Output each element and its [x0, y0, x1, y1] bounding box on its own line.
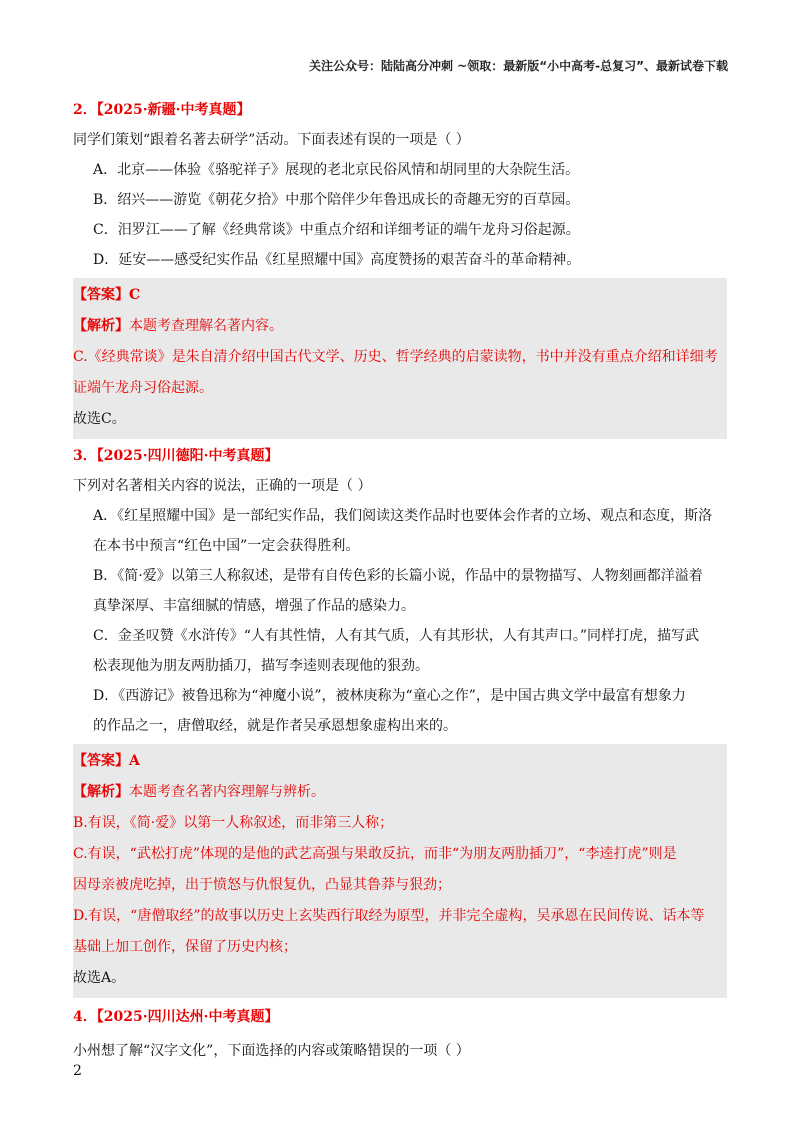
option-line: A．《红星照耀中国》是一部纪实作品，我们阅读这类作品时也要体会作者的立场、观点和态度，斯洛	[93, 508, 713, 524]
option-line: D．《西游记》被鲁迅称为“神魔小说”，被林庚称为“童心之作”，是中国古典文学中最富有想象力	[93, 688, 686, 704]
question-source: 【2025·四川德阳·中考真题】	[96, 448, 279, 464]
analysis-line: C.有误，“武松打虎”体现的是他的武艺高强与果敢反抗，而非“为朋友两肋插刀”，“李逵打虎”则是	[73, 846, 677, 862]
analysis-text: 本题考查名著内容理解与辨析。	[129, 784, 325, 800]
question-source: 【2025·新疆·中考真题】	[96, 102, 251, 118]
question-3-answer-box	[73, 744, 727, 998]
analysis-row	[73, 311, 727, 342]
option-line: 的作品之一，唐僧取经，就是作者吴承恩想象虚构出来的。	[93, 718, 457, 734]
option-line: 真挚深厚、丰富细腻的情感，增强了作品的感染力。	[93, 598, 415, 614]
analysis-line: C.《经典常谈》是朱自清介绍中国古代文学、历史、哲学经典的启蒙读物，书中并没有重点介绍和详细考	[73, 349, 718, 365]
answer-label: 【答案】	[73, 287, 129, 303]
answer-label: 【答案】	[73, 753, 129, 769]
question-2-option-c: C．汨罗江——了解《经典常谈》中重点介绍和详细考证的端午龙舟习俗起源。	[93, 222, 580, 238]
option-line: B．《简·爱》以第三人称叙述，是带有自传色彩的长篇小说，作品中的景物描写、人物刻画都洋溢着	[93, 568, 703, 584]
answer-value: C	[129, 287, 141, 303]
answer-row	[73, 746, 727, 777]
option-line: C．金圣叹赞《水浒传》“人有其性情，人有其气质，人有其形状，人有其声口。”同样打虎，描写武	[93, 628, 700, 644]
document-body	[73, 97, 727, 1066]
question-3-option-d	[73, 681, 727, 741]
analysis-line: D.有误，“唐僧取经”的故事以历史上玄奘西行取经为原型，并非完全虚构，吴承恩在民间传说、话本等	[73, 908, 705, 924]
emphasized-word: · · 错误	[367, 1043, 395, 1059]
question-number: 2．	[73, 102, 97, 118]
question-3-heading	[73, 443, 727, 469]
question-4-heading	[73, 1004, 727, 1030]
answer-row	[73, 280, 727, 311]
page-number: 2	[73, 1063, 82, 1079]
analysis-line: 因母亲被虎吃掉，出于愤怒与仇恨复仇，凸显其鲁莽与狠劲；	[73, 877, 451, 893]
question-3-stem: 下列对名著相关内容的说法，正确的一项是（ ）	[73, 478, 372, 494]
question-2-answer-box	[73, 278, 727, 439]
option-line: 松表现他为朋友两肋插刀，描写李逵则表现他的狠劲。	[93, 658, 429, 674]
question-2-option-a: A．北京——体验《骆驼祥子》展现的老北京民俗风情和胡同里的大杂院生活。	[93, 162, 580, 178]
conclusion: 故选A。	[73, 970, 126, 986]
question-2-option-b: B．绍兴——游览《朝花夕拾》中那个陪伴少年鲁迅成长的奇趣无穷的百草园。	[93, 192, 580, 208]
analysis-label: 【解析】	[73, 784, 129, 800]
page-header: 关注公众号：陆陆高分冲刺 ~领取：最新版“小中高考-总复习”、最新试卷下载	[309, 59, 728, 73]
stem-text: 小州想了解“汉字文化”，下面选择的内容或策略	[73, 1043, 368, 1059]
question-2-heading	[73, 97, 727, 123]
analysis-line: 证端午龙舟习俗起源。	[73, 380, 213, 396]
question-4-stem	[73, 1036, 727, 1066]
question-number: 3．	[73, 448, 97, 464]
analysis-text: 本题考查理解名著内容。	[129, 318, 283, 334]
answer-value: A	[129, 753, 140, 769]
question-source: 【2025·四川达州·中考真题】	[96, 1009, 279, 1025]
stem-text: 的一项（ ）	[395, 1043, 470, 1059]
analysis-label: 【解析】	[73, 318, 129, 334]
question-2-option-d: D．延安——感受纪实作品《红星照耀中国》高度赞扬的艰苦奋斗的革命精神。	[93, 252, 581, 268]
question-2-stem: 同学们策划“跟着名著去研学”活动。下面表述有误的一项是（ ）	[73, 132, 470, 148]
question-3-option-c	[73, 621, 727, 681]
analysis-line: B.有误，《简·爱》以第一人称叙述，而非第三人称；	[73, 815, 394, 831]
question-3-option-a	[73, 501, 727, 561]
question-number: 4．	[73, 1009, 97, 1025]
analysis-line: 基础上加工创作，保留了历史内核；	[73, 939, 297, 955]
conclusion: 故选C。	[73, 411, 126, 427]
question-3-option-b	[73, 561, 727, 621]
option-line: 在本书中预言“红色中国”一定会获得胜利。	[93, 538, 360, 554]
analysis-row	[73, 777, 727, 808]
